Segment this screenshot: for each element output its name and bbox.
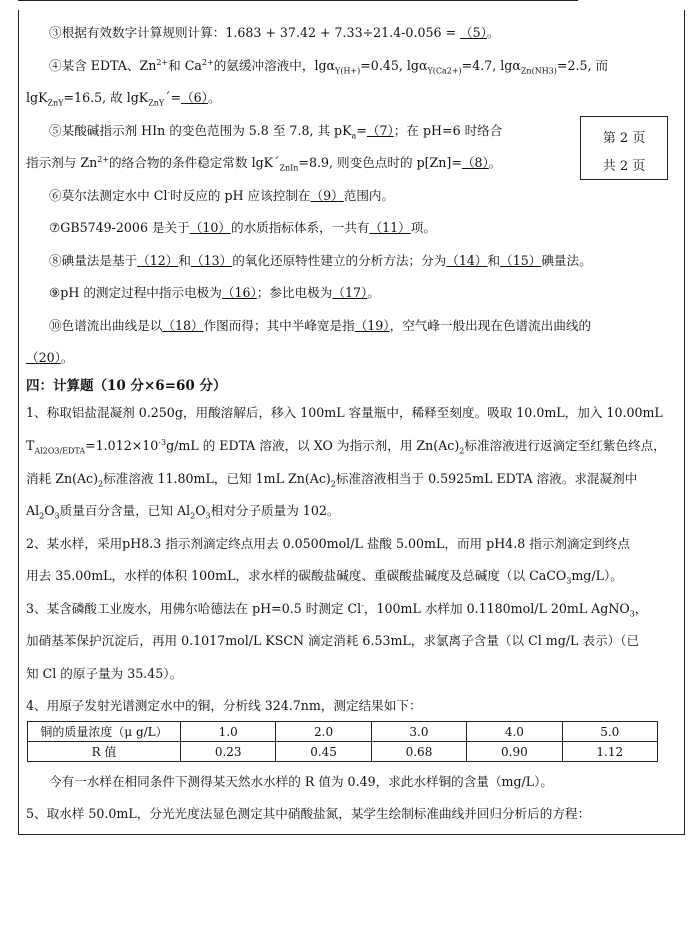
q3-line-3: 知 Cl 的原子量为 35.45）。 (26, 666, 183, 681)
table-cell: 3.0 (371, 722, 466, 742)
table-cell: 0.90 (467, 742, 562, 762)
q5-line-1: 5、取水样 50.0mL，分光光度法显色测定其中硝酸盐氮，某学生绘制标准曲线并回归分析后的方程： (26, 806, 591, 821)
q-fill-line-5b: 指示剂与 $Zn^{2+}$的络合物的条件稳定常数 $\lg K´_{ZnIn}=8.9$, 则变色点时的 p[Zn]=（8）。 (26, 154, 502, 173)
page-number-box (580, 116, 668, 180)
blank-18: （18） (162, 318, 204, 333)
q-fill-line-4a: ④某含 EDTA、$Zn^{2+}$和 $Ca^{2+}$的氨缓冲溶液中，lgα$_{Y(H+)}$=0.45, lgα$_{Y(Ca2+)}$=4.7, lgα$_{Zn(NH3)}$=2.5, 而 (49, 57, 609, 76)
table-cell: 5.0 (562, 722, 657, 742)
q-fill-line-6: ⑥莫尔法测定水中 Cl-时反应的 pH 应该控制在（9）范围内。 (49, 187, 395, 203)
q1-line-3: 消耗 $Zn(Ac)_2$标准溶液 11.80mL，已知 1mL $Zn(Ac)_2$标准溶液相当于 0.5925mL EDTA 溶液。求混凝剂中 (26, 471, 638, 489)
blank-16: （16） (221, 285, 257, 300)
blank-10: （10） (189, 220, 231, 235)
q-fill-line-3: ③根据有效数字计算规则计算：1.683 + 37.42 + 7.33÷21.4-0.056 = （5）。 (49, 25, 500, 40)
page-total: 共 2 页 (602, 159, 646, 174)
blank-6: （6） (181, 90, 208, 105)
q1-line-1: 1、称取铝盐混凝剂 0.250g，用酸溶解后，移入 100mL 容量瓶中，稀释至刻度。吸取 10.0mL，加入 10.00mL (26, 405, 663, 420)
table-row-label: R 值 (28, 742, 181, 762)
copper-data-table (27, 721, 658, 762)
blank-5: （5） (460, 25, 487, 40)
q4-line-1: 4、用原子发射光谱测定水中的铜，分析线 324.7nm，测定结果如下： (26, 698, 422, 713)
blank-7: （7） (366, 123, 394, 138)
q3-line-2: 加硝基苯保护沉淀后，再用 0.1017mol/L KSCN 滴定消耗 6.53mL，求氯离子含量（以 Cl mg/L 表示）（已 (26, 633, 640, 648)
q-fill-line-4b: lgK$_{ZnY}$=16.5, 故 lgK$_{ZnY}$´=（6）。 (26, 90, 221, 108)
blank-17: （17） (332, 285, 368, 300)
q1-line-4: $Al_2O_3$质量百分含量，已知 $Al_2O_3$相对分子质量为 102。 (26, 503, 340, 521)
blank-12: （12） (137, 253, 179, 268)
q-fill-line-8: ⑧碘量法是基于（12）和（13）的氧化还原特性建立的分析方法；分为（14）和（15）碘量法。 (49, 253, 592, 268)
table-row (28, 722, 658, 742)
exam-page (18, 10, 685, 835)
table-row-label: 铜的质量浓度（μ g/L） (28, 722, 181, 742)
q3-line-1: 3、某含磷酸工业废水，用佛尔哈德法在 pH=0.5 时测定 Cl-，100mL 水样加 0.1180mol/L 20mL AgNO$_3$， (26, 600, 648, 619)
blank-9: （9） (310, 188, 344, 203)
blank-15: （15） (500, 253, 542, 268)
blank-8: （8） (461, 155, 489, 170)
q-fill-line-10b: （20）。 (26, 350, 74, 365)
blank-20: （20） (26, 350, 61, 365)
blank-13: （13） (190, 253, 233, 268)
q4-line-2: 今有一水样在相同条件下测得某天然水水样的 R 值为 0.49，求此水样铜的含量（mg/L）。 (49, 774, 554, 789)
q-fill-line-9: ⑨pH 的测定过程中指示电极为（16）；参比电极为（17）。 (49, 285, 380, 300)
blank-14: （14） (446, 253, 488, 268)
table-cell: 2.0 (276, 722, 371, 742)
q2-line-2: 用去 35.00mL，水样的体积 100mL，求水样的碳酸盐碱度、重碳酸盐碱度及总碱度（以 CaCO$_3$mg/L）。 (26, 568, 623, 586)
q2-line-1: 2、某水样，采用pH8.3 指示剂滴定终点用去 0.0500mol/L 盐酸 5.00mL，而用 pH4.8 指示剂滴定到终点 (26, 536, 630, 551)
table-cell: 0.68 (371, 742, 466, 762)
table-row (28, 742, 658, 762)
page-current: 第 2 页 (602, 131, 646, 146)
top-rule (18, 0, 578, 1)
q1-line-2: $T_{Al2O3/EDTA}=1.012\times 10^{-3}g/mL$ 的 EDTA 溶液，以 XO 为指示剂，用 $Zn(Ac)_2$标准溶液进行返滴定至红紫色终点， (26, 437, 666, 456)
blank-11: （11） (369, 220, 411, 235)
table-cell: 0.23 (181, 742, 276, 762)
table-cell: 1.12 (562, 742, 657, 762)
table-cell: 0.45 (276, 742, 371, 762)
section-4-title: 四：计算题（10 分×6=60 分） (26, 378, 227, 394)
q-fill-line-7: ⑦GB5749-2006 是关于（10）的水质指标体系，一共有（11）项。 (49, 220, 436, 235)
table-cell: 4.0 (467, 722, 562, 742)
q-fill-line-10a: ⑩色谱流出曲线是以（18）作图而得；其中半峰宽是指（19），空气峰一般出现在色谱流出曲线的 (49, 318, 592, 333)
table-cell: 1.0 (181, 722, 276, 742)
blank-19: （19） (354, 318, 390, 333)
q-fill-line-5a: ⑤某酸碱指示剂 HIn 的变色范围为 5.8 至 7.8, 其 $pK_a=(7)$；在 pH=6 时络合 (49, 123, 503, 141)
